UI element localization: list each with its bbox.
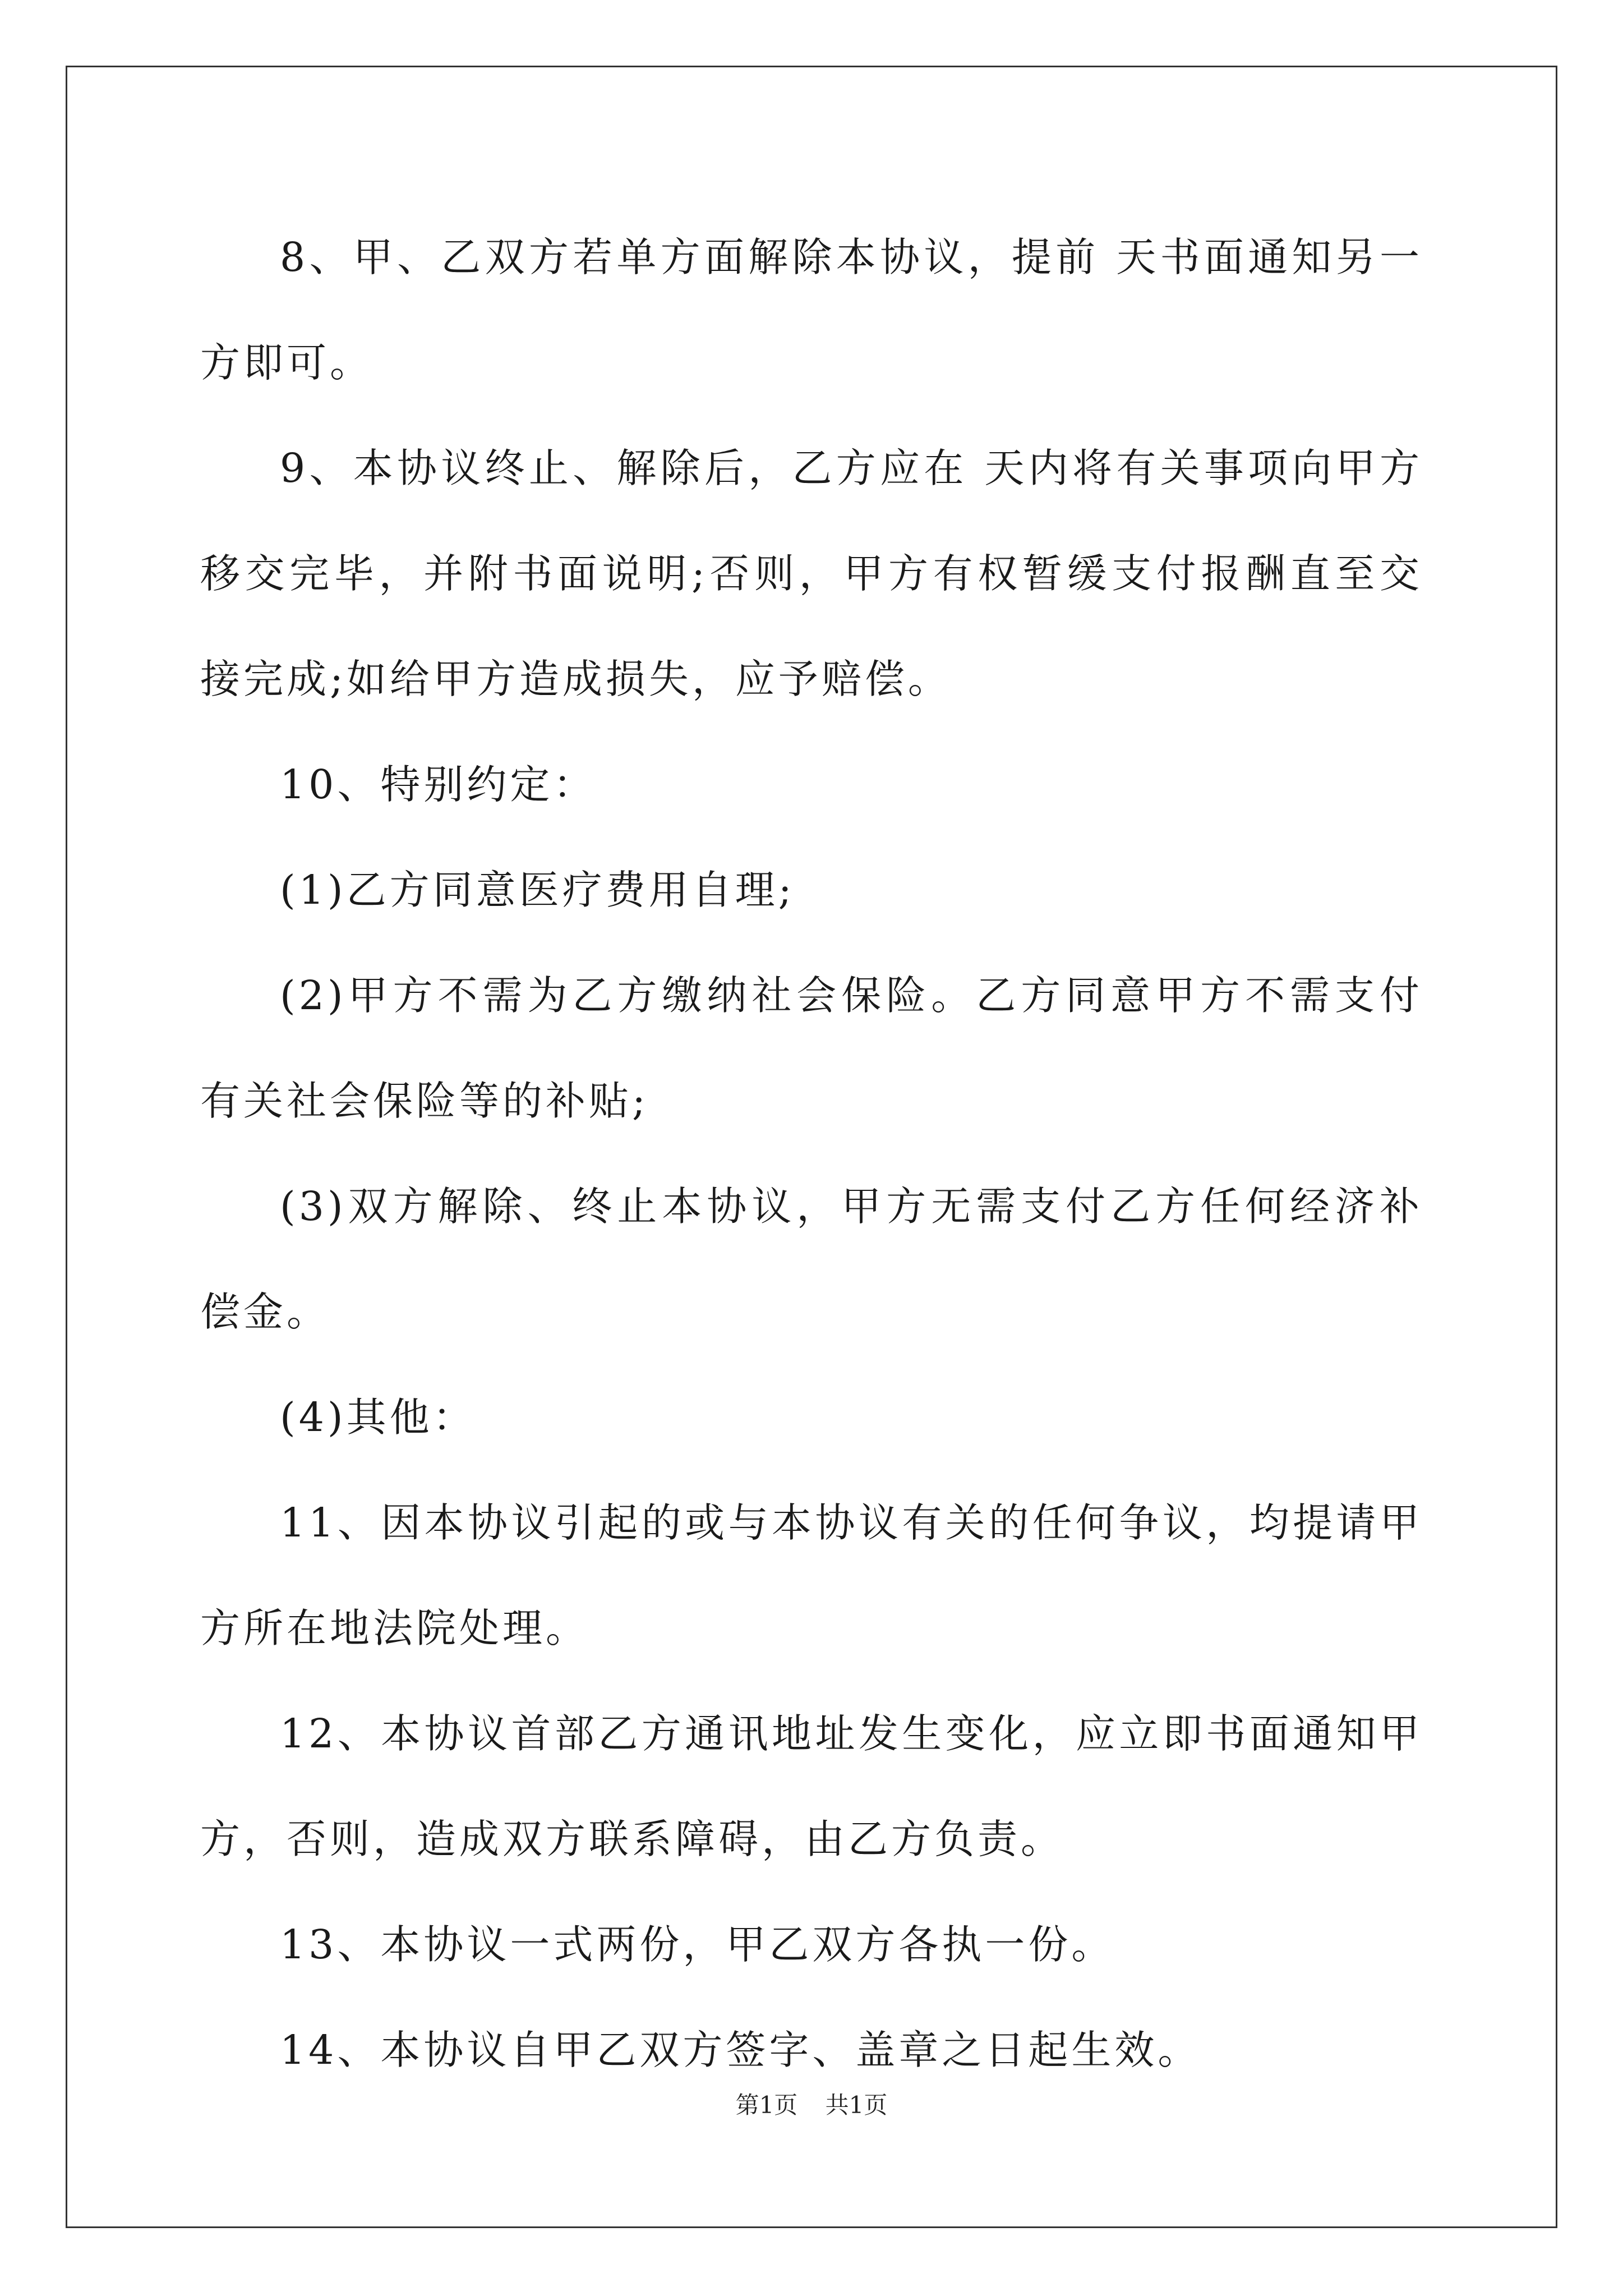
page-number-current: 第1页 xyxy=(735,2091,798,2119)
document-body xyxy=(200,205,1423,2103)
clause-13: 13、本协议一式两份，甲乙双方各执一份。 xyxy=(280,1921,1115,1968)
clause-9: 9、本协议终止、解除后，乙方应在 天内将有关事项向甲方移交完毕，并附书面说明;否则，甲方有权暂缓支付报酬直至交接完成;如给甲方造成损失，应予赔偿。 xyxy=(200,445,1423,702)
clause-11: 11、因本协议引起的或与本协议有关的任何争议，均提请甲方所在地法院处理。 xyxy=(200,1499,1423,1651)
clause-8: 8、甲、乙双方若单方面解除本协议，提前 天书面通知另一方即可。 xyxy=(200,234,1423,386)
clause-10-heading: 10、特别约定： xyxy=(280,761,597,808)
clause-12: 12、本协议首部乙方通讯地址发生变化，应立即书面通知甲方，否则，造成双方联系障碍，由乙方负责。 xyxy=(200,1710,1423,1862)
clause-10-item-2: (2)甲方不需为乙方缴纳社会保险。乙方同意甲方不需支付有关社会保险等的补贴; xyxy=(200,972,1423,1124)
clause-10-item-1: (1)乙方同意医疗费用自理; xyxy=(280,867,795,913)
clause-14: 14、本协议自甲乙双方签字、盖章之日起生效。 xyxy=(280,2027,1201,2073)
clause-10-item-3: (3)双方解除、终止本协议，甲方无需支付乙方任何经济补偿金。 xyxy=(200,1183,1423,1335)
clause-10-item-4: (4)其他： xyxy=(280,1394,476,1441)
page-footer xyxy=(0,2087,1623,2120)
page-number-total: 共1页 xyxy=(825,2091,888,2119)
